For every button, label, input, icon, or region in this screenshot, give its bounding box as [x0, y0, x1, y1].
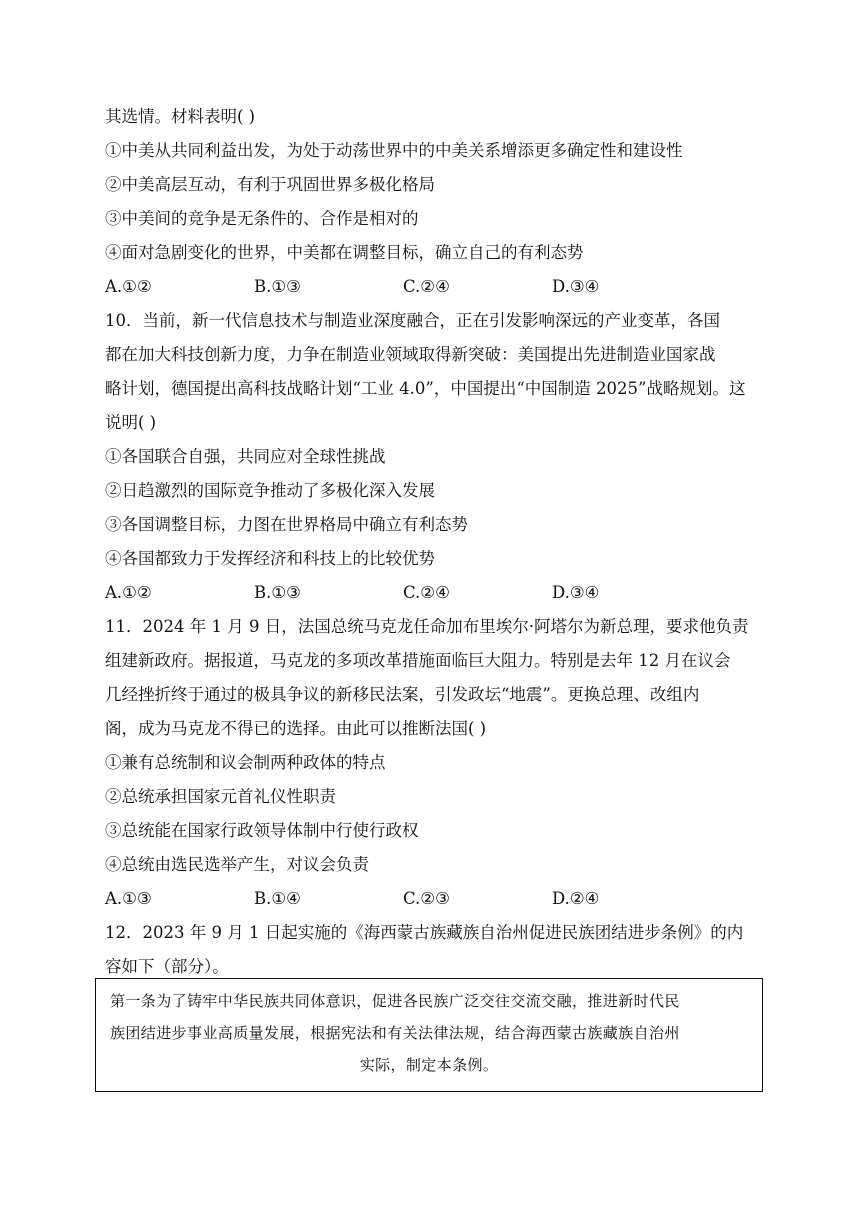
- q10-options: [105, 576, 760, 610]
- q10-option-c: C.②④: [403, 583, 450, 602]
- q10-stem-line-2: 都在加大科技创新力度，力争在制造业领域取得新突破：美国提出先进制造业国家战: [105, 345, 716, 364]
- q12-box-line-3: 实际，制定本条例。: [359, 1056, 499, 1074]
- q11-option-b: B.①④: [254, 889, 301, 908]
- q10-statement-4: ④各国都致力于发挥经济和科技上的比较优势: [105, 549, 435, 568]
- q11-statement-3: ③总统能在国家行政领导体制中行使行政权: [105, 821, 419, 840]
- q11-option-c: C.②③: [403, 889, 450, 908]
- q11-statement-4: ④总统由选民选举产生，对议会负责: [105, 855, 369, 874]
- q11-stem-line-2: 组建新政府。据报道，马克龙的多项改革措施面临巨大阻力。特别是去年 12 月在议会: [105, 651, 731, 670]
- q11-option-a: A.①③: [105, 889, 152, 908]
- q9-stem-tail: 其选情。材料表明( ): [105, 107, 256, 126]
- q9-statement-1: ①中美从共同利益出发，为处于动荡世界中的中美关系增添更多确定性和建设性: [105, 141, 683, 160]
- q9-option-b: B.①③: [254, 277, 301, 296]
- q9-options: [105, 270, 760, 304]
- q10-stem-line-1: 10．当前，新一代信息技术与制造业深度融合，正在引发影响深远的产业变革，各国: [105, 311, 720, 330]
- q11-statement-1: ①兼有总统制和议会制两种政体的特点: [105, 753, 386, 772]
- q11-stem-line-4: 阁，成为马克龙不得已的选择。由此可以推断法国( ): [105, 719, 487, 738]
- q10-option-d: D.③④: [552, 583, 600, 602]
- q11-stem-line-3: 几经挫折终于通过的极具争议的新移民法案，引发政坛“地震”。更换总理、改组内: [105, 685, 700, 704]
- q9-option-a: A.①②: [105, 277, 152, 296]
- q10-statement-3: ③各国调整目标，力图在世界格局中确立有利态势: [105, 515, 468, 534]
- q12-stem-line-2: 容如下（部分）。: [105, 957, 229, 976]
- q9-option-c: C.②④: [403, 277, 450, 296]
- q12-box-line-2: 族团结进步事业高质量发展，根据宪法和有关法律法规，结合海西蒙古族藏族自治州: [110, 1024, 680, 1042]
- q9-statement-4: ④面对急剧变化的世界，中美都在调整目标，确立自己的有利态势: [105, 243, 584, 262]
- q9-statement-3: ③中美间的竞争是无条件的、合作是相对的: [105, 209, 419, 228]
- q9-option-d: D.③④: [552, 277, 600, 296]
- exam-page: [105, 100, 760, 984]
- q12-stem-line-1: 12．2023 年 9 月 1 日起实施的《海西蒙古族藏族自治州促进民族团结进步条例》的内: [105, 923, 744, 942]
- q11-option-d: D.②④: [552, 889, 600, 908]
- q10-stem-line-3: 略计划，德国提出高科技战略计划“工业 4.0”，中国提出“中国制造 2025”战略规划。这: [105, 379, 746, 398]
- q10-option-a: A.①②: [105, 583, 152, 602]
- q10-statement-1: ①各国联合自强，共同应对全球性挑战: [105, 447, 386, 466]
- q11-options: [105, 882, 760, 916]
- q11-stem-line-1: 11．2024 年 1 月 9 日，法国总统马克龙任命加布里埃尔·阿塔尔为新总理，要求他负责: [105, 617, 749, 636]
- q12-quoted-regulation-box: [95, 978, 763, 1092]
- q10-option-b: B.①③: [254, 583, 301, 602]
- q10-statement-2: ②日趋激烈的国际竞争推动了多极化深入发展: [105, 481, 435, 500]
- q9-statement-2: ②中美高层互动，有利于巩固世界多极化格局: [105, 175, 435, 194]
- q10-stem-line-4: 说明( ): [105, 413, 157, 432]
- q12-box-line-1: 第一条为了铸牢中华民族共同体意识，促进各民族广泛交往交流交融，推进新时代民: [110, 992, 680, 1010]
- q11-statement-2: ②总统承担国家元首礼仪性职责: [105, 787, 336, 806]
